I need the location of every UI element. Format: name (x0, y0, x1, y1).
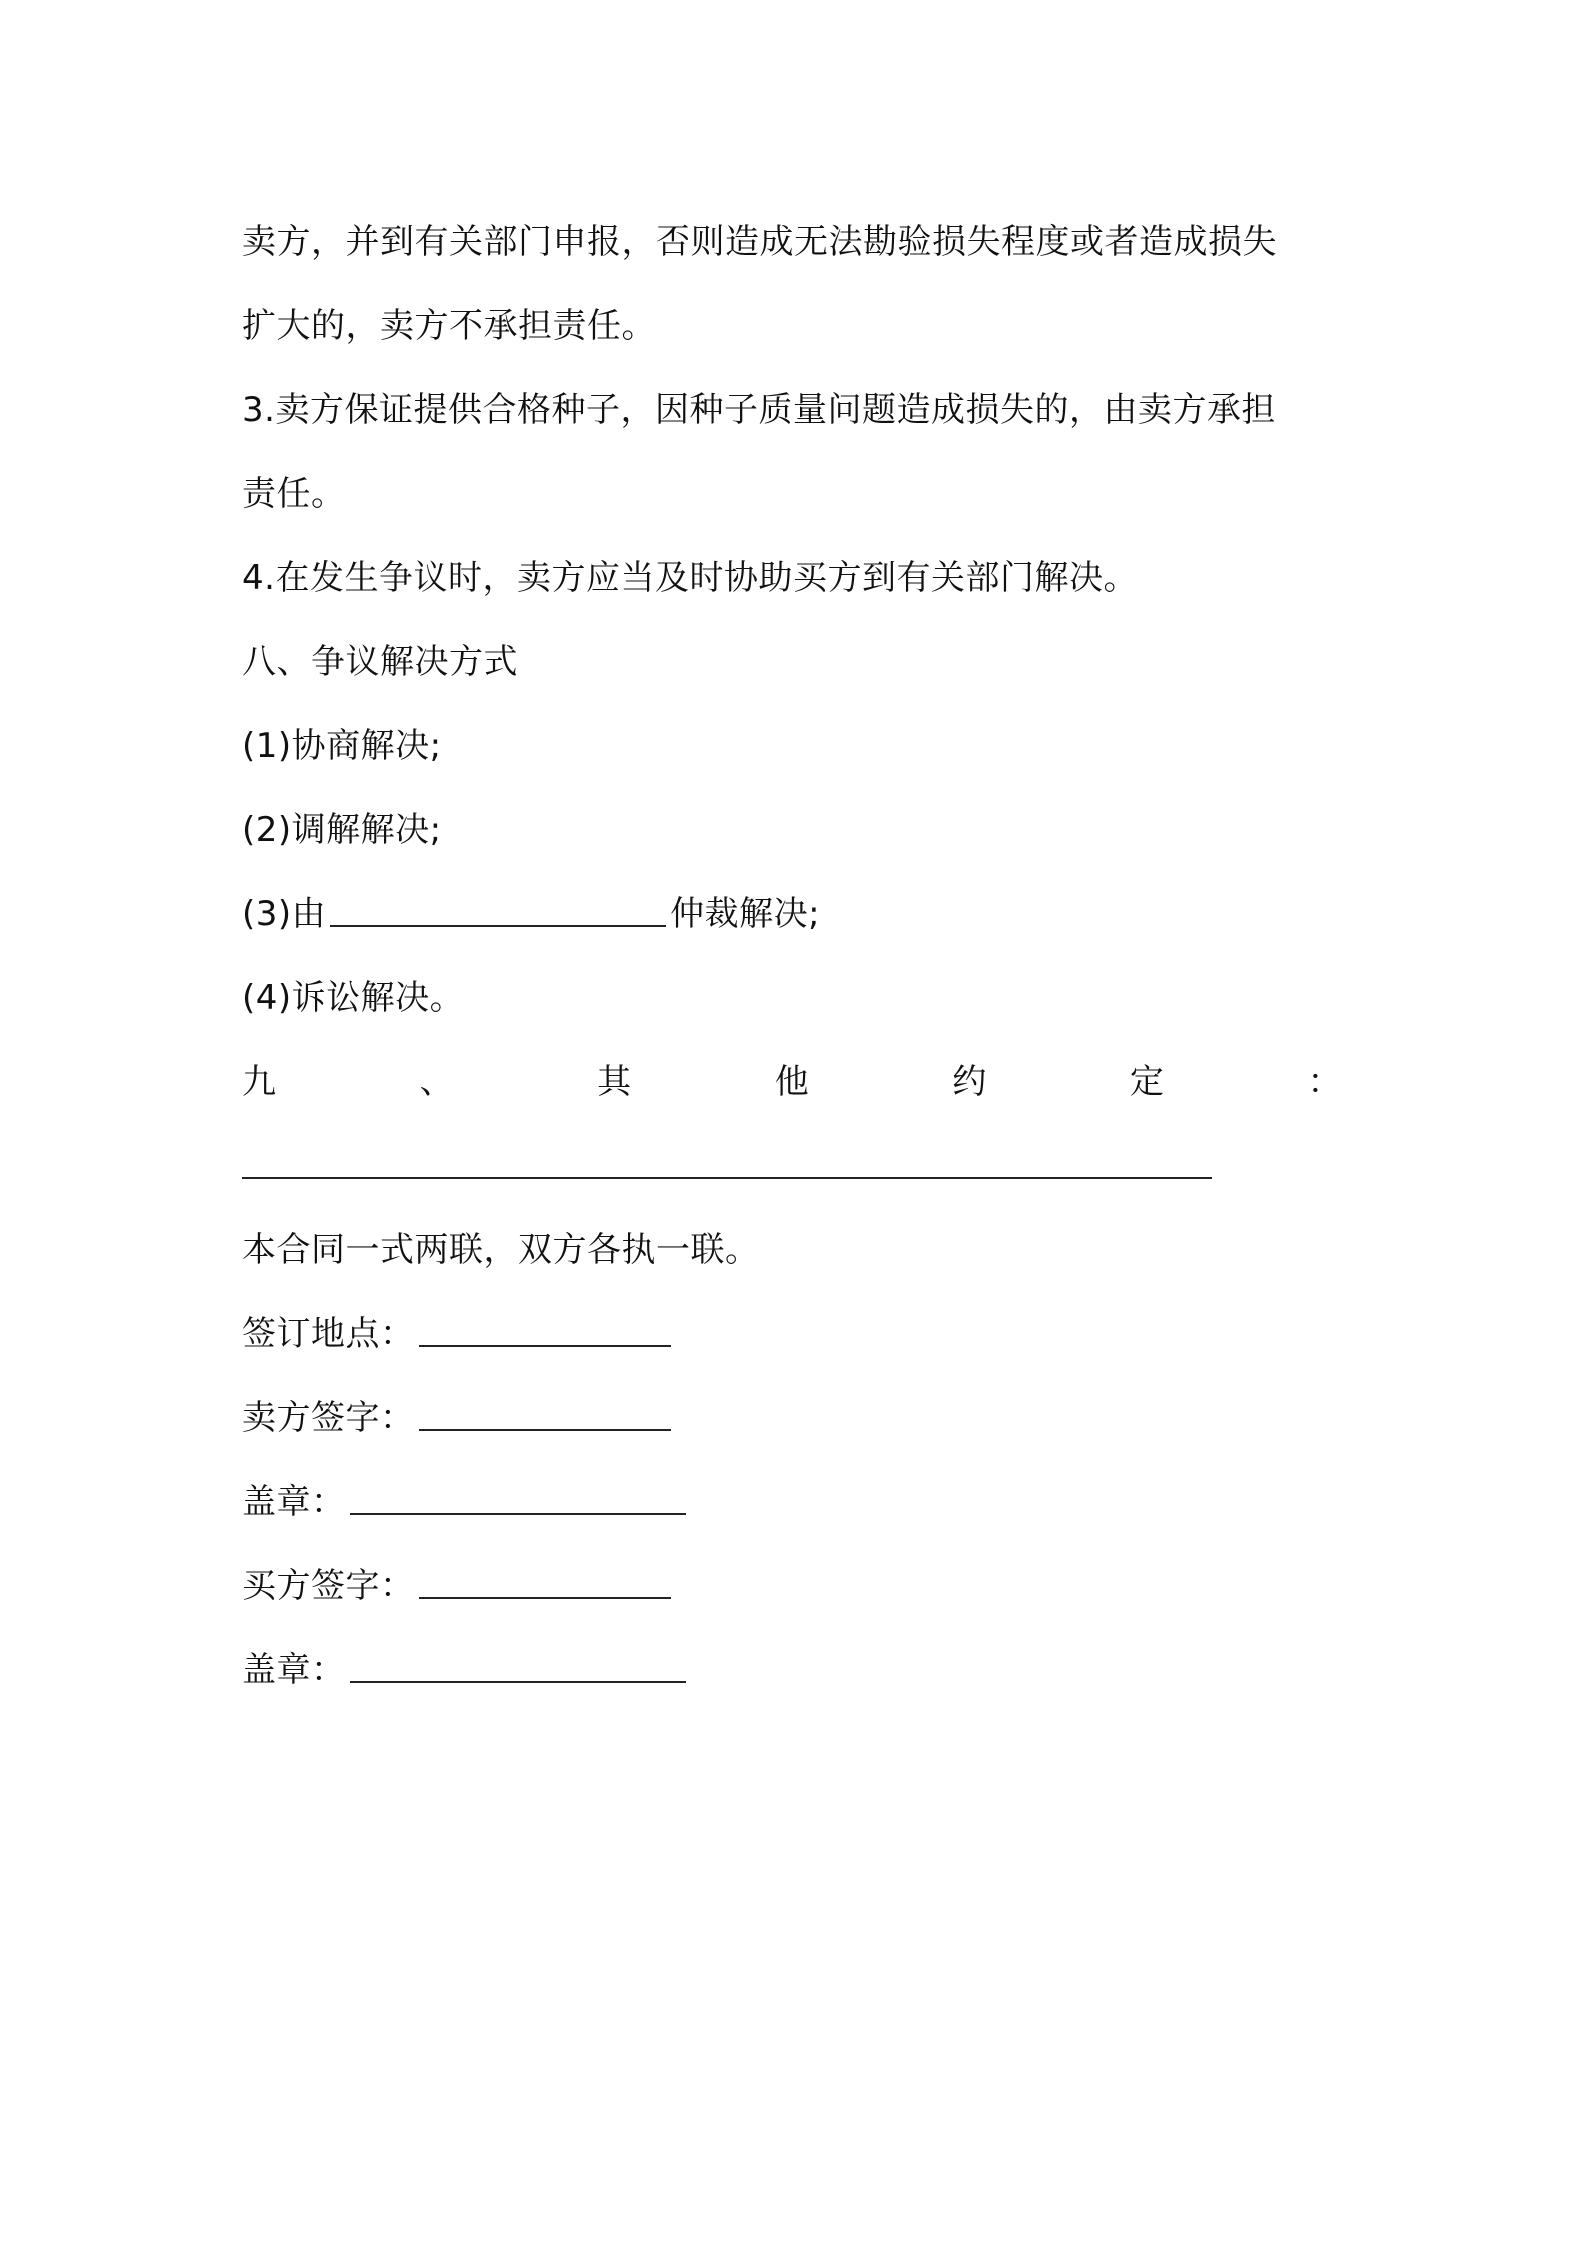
clause-3: 3.卖方保证提供合格种子，因种子质量问题造成损失的，由卖方承担 (242, 390, 1276, 430)
heading-char: 九 (242, 1062, 277, 1102)
buyer-seal-label: 盖章： (242, 1650, 346, 1690)
signing-place-field[interactable] (419, 1315, 671, 1347)
dispute-option-2: (2)调解解决; (242, 810, 442, 850)
section-heading-dispute: 八、争议解决方式 (242, 642, 518, 682)
dispute-option-1: (1)协商解决; (242, 726, 442, 766)
section-heading-other (242, 1040, 1342, 1124)
copies-statement: 本合同一式两联，双方各执一联。 (242, 1230, 760, 1270)
seller-seal-field[interactable] (350, 1483, 686, 1515)
arbitration-blank-field[interactable] (330, 895, 666, 927)
heading-char: 约 (952, 1062, 987, 1102)
seller-signature-label: 卖方签字： (242, 1398, 415, 1438)
buyer-signature-label: 买方签字： (242, 1566, 415, 1606)
buyer-signature-field[interactable] (419, 1567, 671, 1599)
heading-char: 、 (419, 1062, 455, 1102)
contract-body (242, 200, 1362, 1712)
buyer-seal-row (242, 1628, 1362, 1712)
seller-seal-row (242, 1460, 1362, 1544)
signing-place-row (242, 1292, 1362, 1376)
heading-char: ： (1307, 1062, 1342, 1102)
paragraph-line: 扩大的，卖方不承担责任。 (242, 306, 656, 346)
other-terms-blank-field[interactable] (242, 1147, 1212, 1179)
seller-seal-label: 盖章： (242, 1482, 346, 1522)
paragraph-line: 卖方，并到有关部门申报，否则造成无法勘验损失程度或者造成损失 (242, 222, 1277, 262)
other-terms-line (242, 1124, 1362, 1208)
buyer-seal-field[interactable] (350, 1651, 686, 1683)
clause-4: 4.在发生争议时，卖方应当及时协助买方到有关部门解决。 (242, 558, 1138, 598)
signing-place-label: 签订地点： (242, 1314, 415, 1354)
buyer-signature-row (242, 1544, 1362, 1628)
dispute-option-3 (242, 872, 1362, 956)
dispute-option-4: (4)诉讼解决。 (242, 978, 465, 1018)
option-3-prefix: (3)由 (242, 894, 327, 934)
paragraph-line: 责任。 (242, 474, 346, 514)
heading-char: 其 (597, 1062, 632, 1102)
option-3-suffix: 仲裁解决; (670, 894, 821, 934)
heading-char: 定 (1129, 1062, 1165, 1102)
seller-signature-field[interactable] (419, 1399, 671, 1431)
heading-char: 他 (774, 1062, 810, 1102)
seller-signature-row (242, 1376, 1362, 1460)
